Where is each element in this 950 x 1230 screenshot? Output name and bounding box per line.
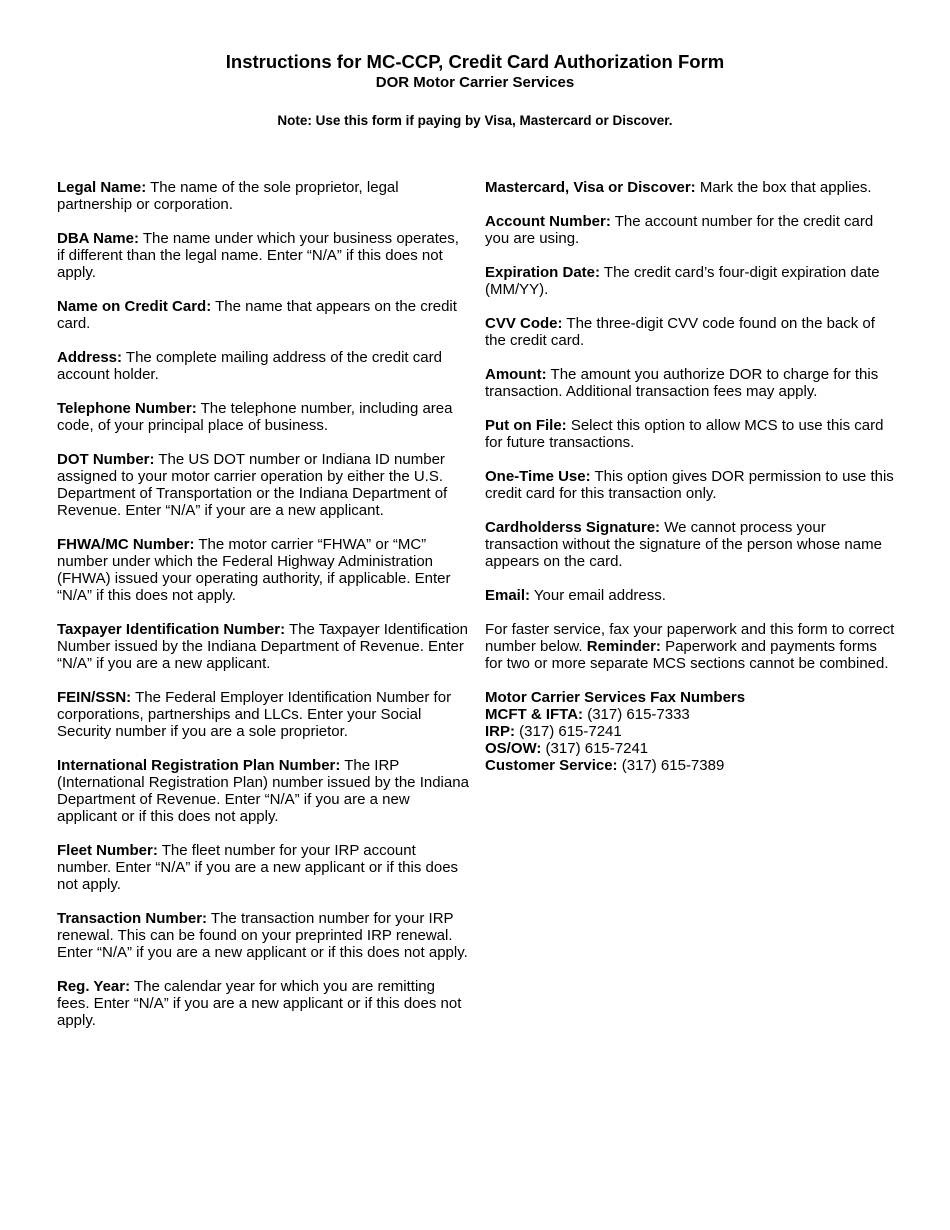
entry-fein-ssn — [57, 689, 469, 740]
entry-text: Mark the box that applies. — [695, 179, 872, 196]
entry-term: Transaction Number: — [57, 910, 208, 927]
fax-line-os-ow — [485, 740, 897, 757]
entry-fhwa-mc-number — [57, 536, 469, 604]
entry-card-type — [485, 179, 897, 196]
fax-number: (317) 615-7333 — [583, 706, 690, 723]
left-column — [57, 179, 469, 1046]
faster-service-paragraph — [485, 621, 897, 672]
faster-service-text: For faster service, fax your paperwork and this form to correct number below. — [485, 621, 895, 655]
entry-email — [485, 587, 897, 604]
fax-number: (317) 615-7241 — [515, 723, 622, 740]
entry-account-number — [485, 213, 897, 247]
entry-one-time-use — [485, 468, 897, 502]
entry-text: The Taxpayer Identification Number issued by the Indiana Department of Revenue. Enter “N/A” if you are a new applicant. — [57, 621, 469, 672]
entry-term: Address: — [57, 349, 123, 366]
entry-expiration-date — [485, 264, 897, 298]
entry-dba-name — [57, 230, 469, 281]
entry-transaction-number — [57, 910, 469, 961]
fax-label: OS/OW: — [485, 740, 542, 757]
fax-line-irp — [485, 723, 897, 740]
entry-text: Select this option to allow MCS to use this card for future transactions. — [485, 417, 884, 451]
entry-term: Taxpayer Identification Number: — [57, 621, 286, 638]
entry-taxpayer-id-number — [57, 621, 469, 672]
entry-telephone-number — [57, 400, 469, 434]
entry-cardholder-signature — [485, 519, 897, 570]
entry-term: DBA Name: — [57, 230, 139, 247]
entry-term: FHWA/MC Number: — [57, 536, 195, 553]
entry-address — [57, 349, 469, 383]
entry-cvv-code — [485, 315, 897, 349]
entry-text: The calendar year for which you are remitting fees. Enter “N/A” if you are a new applicant or if this does not apply. — [57, 978, 462, 1029]
entry-term: Amount: — [485, 366, 547, 383]
entry-term: International Registration Plan Number: — [57, 757, 341, 774]
fax-label: IRP: — [485, 723, 515, 740]
entry-text: The US DOT number or Indiana ID number assigned to your motor carrier operation by either the U.S. Department of Transportation or the Indiana Department of Revenue. Enter “N/A” if your are a new applicant. — [57, 451, 448, 519]
entry-text: The credit card’s four-digit expiration date (MM/YY). — [485, 264, 880, 298]
entry-text: The complete mailing address of the credit card account holder. — [57, 349, 442, 383]
entry-text: We cannot process your transaction without the signature of the person whose name appears on the card. — [485, 519, 882, 570]
entry-text: This option gives DOR permission to use this credit card for this transaction only. — [485, 468, 894, 502]
entry-text: The transaction number for your IRP renewal. This can be found on your preprinted IRP renewal. Enter “N/A” if you are a new applicant or if this does not apply. — [57, 910, 468, 961]
fax-label: Customer Service: — [485, 757, 618, 774]
fax-number: (317) 615-7389 — [617, 757, 725, 774]
fax-number: (317) 615-7241 — [541, 740, 649, 757]
entry-put-on-file — [485, 417, 897, 451]
entry-term: CVV Code: — [485, 315, 563, 332]
entry-text: The motor carrier “FHWA” or “MC” number under which the Federal Highway Administration (FHWA) issued your operating authority, if applicable. Enter “N/A” if this does not apply. — [57, 536, 451, 604]
fax-heading: Motor Carrier Services Fax Numbers — [485, 689, 746, 706]
entry-term: Email: — [485, 587, 531, 604]
entry-term: Fleet Number: — [57, 842, 158, 859]
entry-dot-number — [57, 451, 469, 519]
page-subtitle: DOR Motor Carrier Services — [375, 74, 575, 91]
entry-text: The name under which your business operates, if different than the legal name. Enter “N/A” if this does not apply. — [57, 230, 459, 281]
entry-term: Expiration Date: — [485, 264, 601, 281]
entry-legal-name — [57, 179, 469, 213]
entry-text: The amount you authorize DOR to charge for this transaction. Additional transaction fees may apply. — [485, 366, 879, 400]
entry-term: Name on Credit Card: — [57, 298, 212, 315]
entry-name-on-credit-card — [57, 298, 469, 332]
entry-irp-number — [57, 757, 469, 825]
entry-reg-year — [57, 978, 469, 1029]
fax-line-customer-service — [485, 757, 897, 774]
entry-text: The name that appears on the credit card. — [57, 298, 457, 332]
entry-term: Legal Name: — [57, 179, 147, 196]
entry-term: FEIN/SSN: — [57, 689, 132, 706]
entry-term: Account Number: — [485, 213, 611, 230]
page-title: Instructions for MC-CCP, Credit Card Authorization Form — [225, 51, 725, 72]
entry-text: The telephone number, including area code, of your principal place of business. — [57, 400, 453, 434]
entry-term: Telephone Number: — [57, 400, 197, 417]
entry-fleet-number — [57, 842, 469, 893]
entry-term: Mastercard, Visa or Discover: — [485, 179, 696, 196]
right-column — [485, 179, 897, 774]
entry-text: The name of the sole proprietor, legal partnership or corporation. — [57, 179, 399, 213]
entry-term: Cardholderss Signature: — [485, 519, 661, 536]
entry-text: Your email address. — [530, 587, 666, 604]
entry-text: The account number for the credit card you are using. — [485, 213, 874, 247]
fax-line-mcft-ifta — [485, 706, 897, 723]
entry-term: One-Time Use: — [485, 468, 591, 485]
entry-amount — [485, 366, 897, 400]
entry-term: Reg. Year: — [57, 978, 131, 995]
fax-numbers-block — [485, 689, 897, 774]
payment-note: Note: Use this form if paying by Visa, Mastercard or Discover. — [277, 113, 673, 128]
reminder-text: Paperwork and payments forms for two or more separate MCS sections cannot be combined. — [485, 638, 889, 672]
entry-text: The fleet number for your IRP account number. Enter “N/A” if you are a new applicant or if this does not apply. — [57, 842, 459, 893]
reminder-label: Reminder: — [586, 638, 661, 655]
fax-label: MCFT & IFTA: — [485, 706, 584, 723]
entry-text: The Federal Employer Identification Number for corporations, partnerships and LLCs. Enter your Social Security number if you are a sole proprietor. — [57, 689, 452, 740]
entry-term: Put on File: — [485, 417, 567, 434]
entry-text: The IRP (International Registration Plan) number issued by the Indiana Department of Revenue. Enter “N/A” if you are a new applicant or if this does not apply. — [57, 757, 469, 825]
entry-term: DOT Number: — [57, 451, 155, 468]
entry-text: The three-digit CVV code found on the back of the credit card. — [485, 315, 875, 349]
